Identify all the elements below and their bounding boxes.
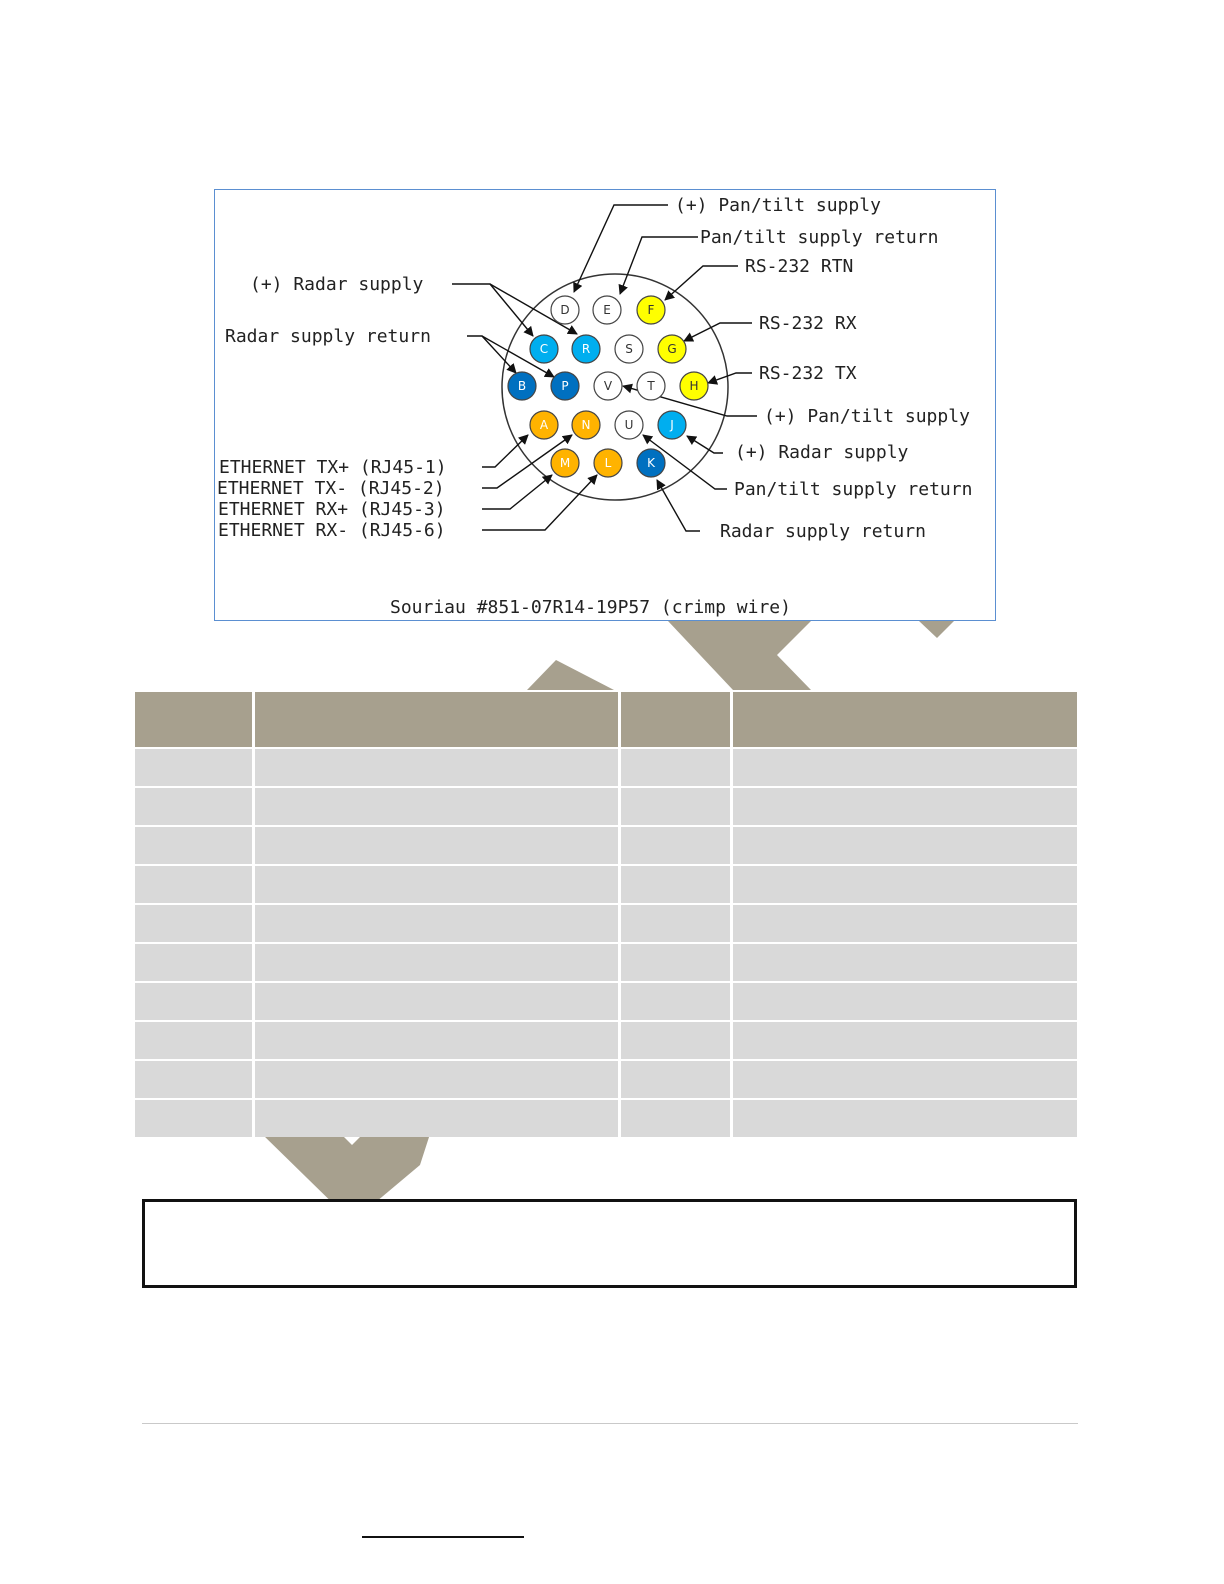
table-cell	[255, 825, 621, 864]
table-cell	[621, 981, 733, 1020]
svg-text:F: F	[647, 303, 655, 317]
table-cell	[135, 981, 255, 1020]
table-cell	[733, 1098, 1077, 1137]
table-cell	[621, 1098, 733, 1137]
label-pan-tilt-supply-right: (+) Pan/tilt supply	[764, 406, 970, 427]
table-cell	[733, 942, 1077, 981]
table-header-cell	[733, 692, 1077, 747]
table-row	[135, 981, 1077, 1020]
label-radar-return-right: Radar supply return	[720, 521, 926, 542]
label-eth-rx-plus: ETHERNET RX+ (RJ45-3)	[218, 499, 446, 520]
svg-text:T: T	[647, 379, 655, 393]
pin-d	[551, 296, 579, 324]
table-header-row	[135, 692, 1077, 747]
label-pan-tilt-return-top: Pan/tilt supply return	[700, 227, 939, 248]
svg-text:S: S	[625, 342, 633, 356]
pin-assignment-table	[135, 692, 1077, 1137]
table-cell	[621, 825, 733, 864]
table-cell	[255, 1059, 621, 1098]
table-cell	[621, 903, 733, 942]
table-cell	[135, 864, 255, 903]
table-cell	[621, 1020, 733, 1059]
table-cell	[733, 864, 1077, 903]
footnote-rule	[362, 1536, 524, 1538]
pin-l	[594, 449, 622, 477]
table-cell	[135, 1020, 255, 1059]
pin-c	[530, 335, 558, 363]
table-row	[135, 1020, 1077, 1059]
table-cell	[255, 864, 621, 903]
pin-v	[594, 372, 622, 400]
pin-s	[615, 335, 643, 363]
table-row	[135, 903, 1077, 942]
table-cell	[621, 942, 733, 981]
label-rs232-rx: RS-232 RX	[759, 313, 857, 334]
svg-text:K: K	[647, 456, 655, 470]
table-cell	[255, 1020, 621, 1059]
label-radar-supply-left: (+) Radar supply	[250, 274, 424, 295]
watermark-chevron-upper-right	[919, 621, 954, 638]
svg-text:M: M	[559, 456, 571, 470]
watermark-chevron-small	[527, 660, 614, 690]
label-rs232-rtn: RS-232 RTN	[745, 256, 854, 277]
pin-p	[551, 372, 579, 400]
svg-text:J: J	[670, 418, 674, 432]
label-eth-tx-plus: ETHERNET TX+ (RJ45-1)	[219, 457, 447, 478]
pin-g	[658, 335, 686, 363]
table-cell	[255, 903, 621, 942]
table-row	[135, 1098, 1077, 1137]
table-cell	[733, 747, 1077, 786]
table-cell	[733, 903, 1077, 942]
label-eth-tx-minus: ETHERNET TX- (RJ45-2)	[217, 478, 445, 499]
table-row	[135, 825, 1077, 864]
footer-divider	[142, 1423, 1078, 1424]
table-cell	[135, 786, 255, 825]
pinout-diagram	[215, 190, 997, 622]
label-radar-return-left: Radar supply return	[225, 326, 431, 347]
pin-k	[637, 449, 665, 477]
pin-t	[637, 372, 665, 400]
label-eth-rx-minus: ETHERNET RX- (RJ45-6)	[218, 520, 446, 541]
note-box	[142, 1199, 1077, 1288]
table-row	[135, 786, 1077, 825]
svg-text:H: H	[689, 379, 699, 393]
svg-text:E: E	[603, 303, 611, 317]
table-header-cell	[135, 692, 255, 747]
table-cell	[733, 981, 1077, 1020]
table-cell	[135, 747, 255, 786]
table-cell	[135, 942, 255, 981]
table-cell	[621, 747, 733, 786]
label-pan-tilt-supply-top: (+) Pan/tilt supply	[675, 195, 881, 216]
svg-text:C: C	[539, 342, 549, 356]
table-cell	[621, 864, 733, 903]
table-cell	[135, 1059, 255, 1098]
table-cell	[733, 825, 1077, 864]
svg-text:R: R	[581, 342, 591, 356]
table-cell	[255, 942, 621, 981]
table-row	[135, 942, 1077, 981]
table-cell	[135, 903, 255, 942]
table-cell	[621, 786, 733, 825]
pin-a	[530, 411, 558, 439]
table-header-cell	[621, 692, 733, 747]
table-cell	[255, 981, 621, 1020]
connector-pinout-figure	[214, 189, 996, 621]
table-cell	[733, 1059, 1077, 1098]
pin-f	[637, 296, 665, 324]
svg-text:B: B	[517, 379, 527, 393]
svg-text:G: G	[667, 342, 677, 356]
leader-eth-rx-plus	[482, 475, 552, 509]
watermark-chevron-upper-left	[668, 621, 811, 690]
svg-text:N: N	[581, 418, 591, 432]
pin-j	[658, 411, 686, 439]
table-row	[135, 864, 1077, 903]
table-header-cell	[255, 692, 621, 747]
table-row	[135, 1059, 1077, 1098]
pin-u	[615, 411, 643, 439]
table-cell	[255, 1098, 621, 1137]
pin-r	[572, 335, 600, 363]
svg-text:P: P	[561, 379, 569, 393]
label-radar-supply-right: (+) Radar supply	[735, 442, 909, 463]
figure-caption: Souriau #851-07R14-19P57 (crimp wire)	[390, 597, 791, 618]
svg-text:A: A	[539, 418, 549, 432]
pin-n	[572, 411, 600, 439]
table-cell	[621, 1059, 733, 1098]
pin-b	[508, 372, 536, 400]
table-cell	[135, 1098, 255, 1137]
svg-text:L: L	[604, 456, 612, 470]
pin-m	[551, 449, 579, 477]
table-cell	[255, 747, 621, 786]
svg-text:V: V	[603, 379, 613, 393]
pin-h	[680, 372, 708, 400]
table-cell	[135, 825, 255, 864]
table-cell	[733, 1020, 1077, 1059]
svg-text:U: U	[624, 418, 634, 432]
pin-e	[593, 296, 621, 324]
label-pan-tilt-return-right: Pan/tilt supply return	[734, 479, 973, 500]
label-rs232-tx: RS-232 TX	[759, 363, 857, 384]
table-cell	[733, 786, 1077, 825]
svg-text:D: D	[560, 303, 570, 317]
table-cell	[255, 786, 621, 825]
table-row	[135, 747, 1077, 786]
